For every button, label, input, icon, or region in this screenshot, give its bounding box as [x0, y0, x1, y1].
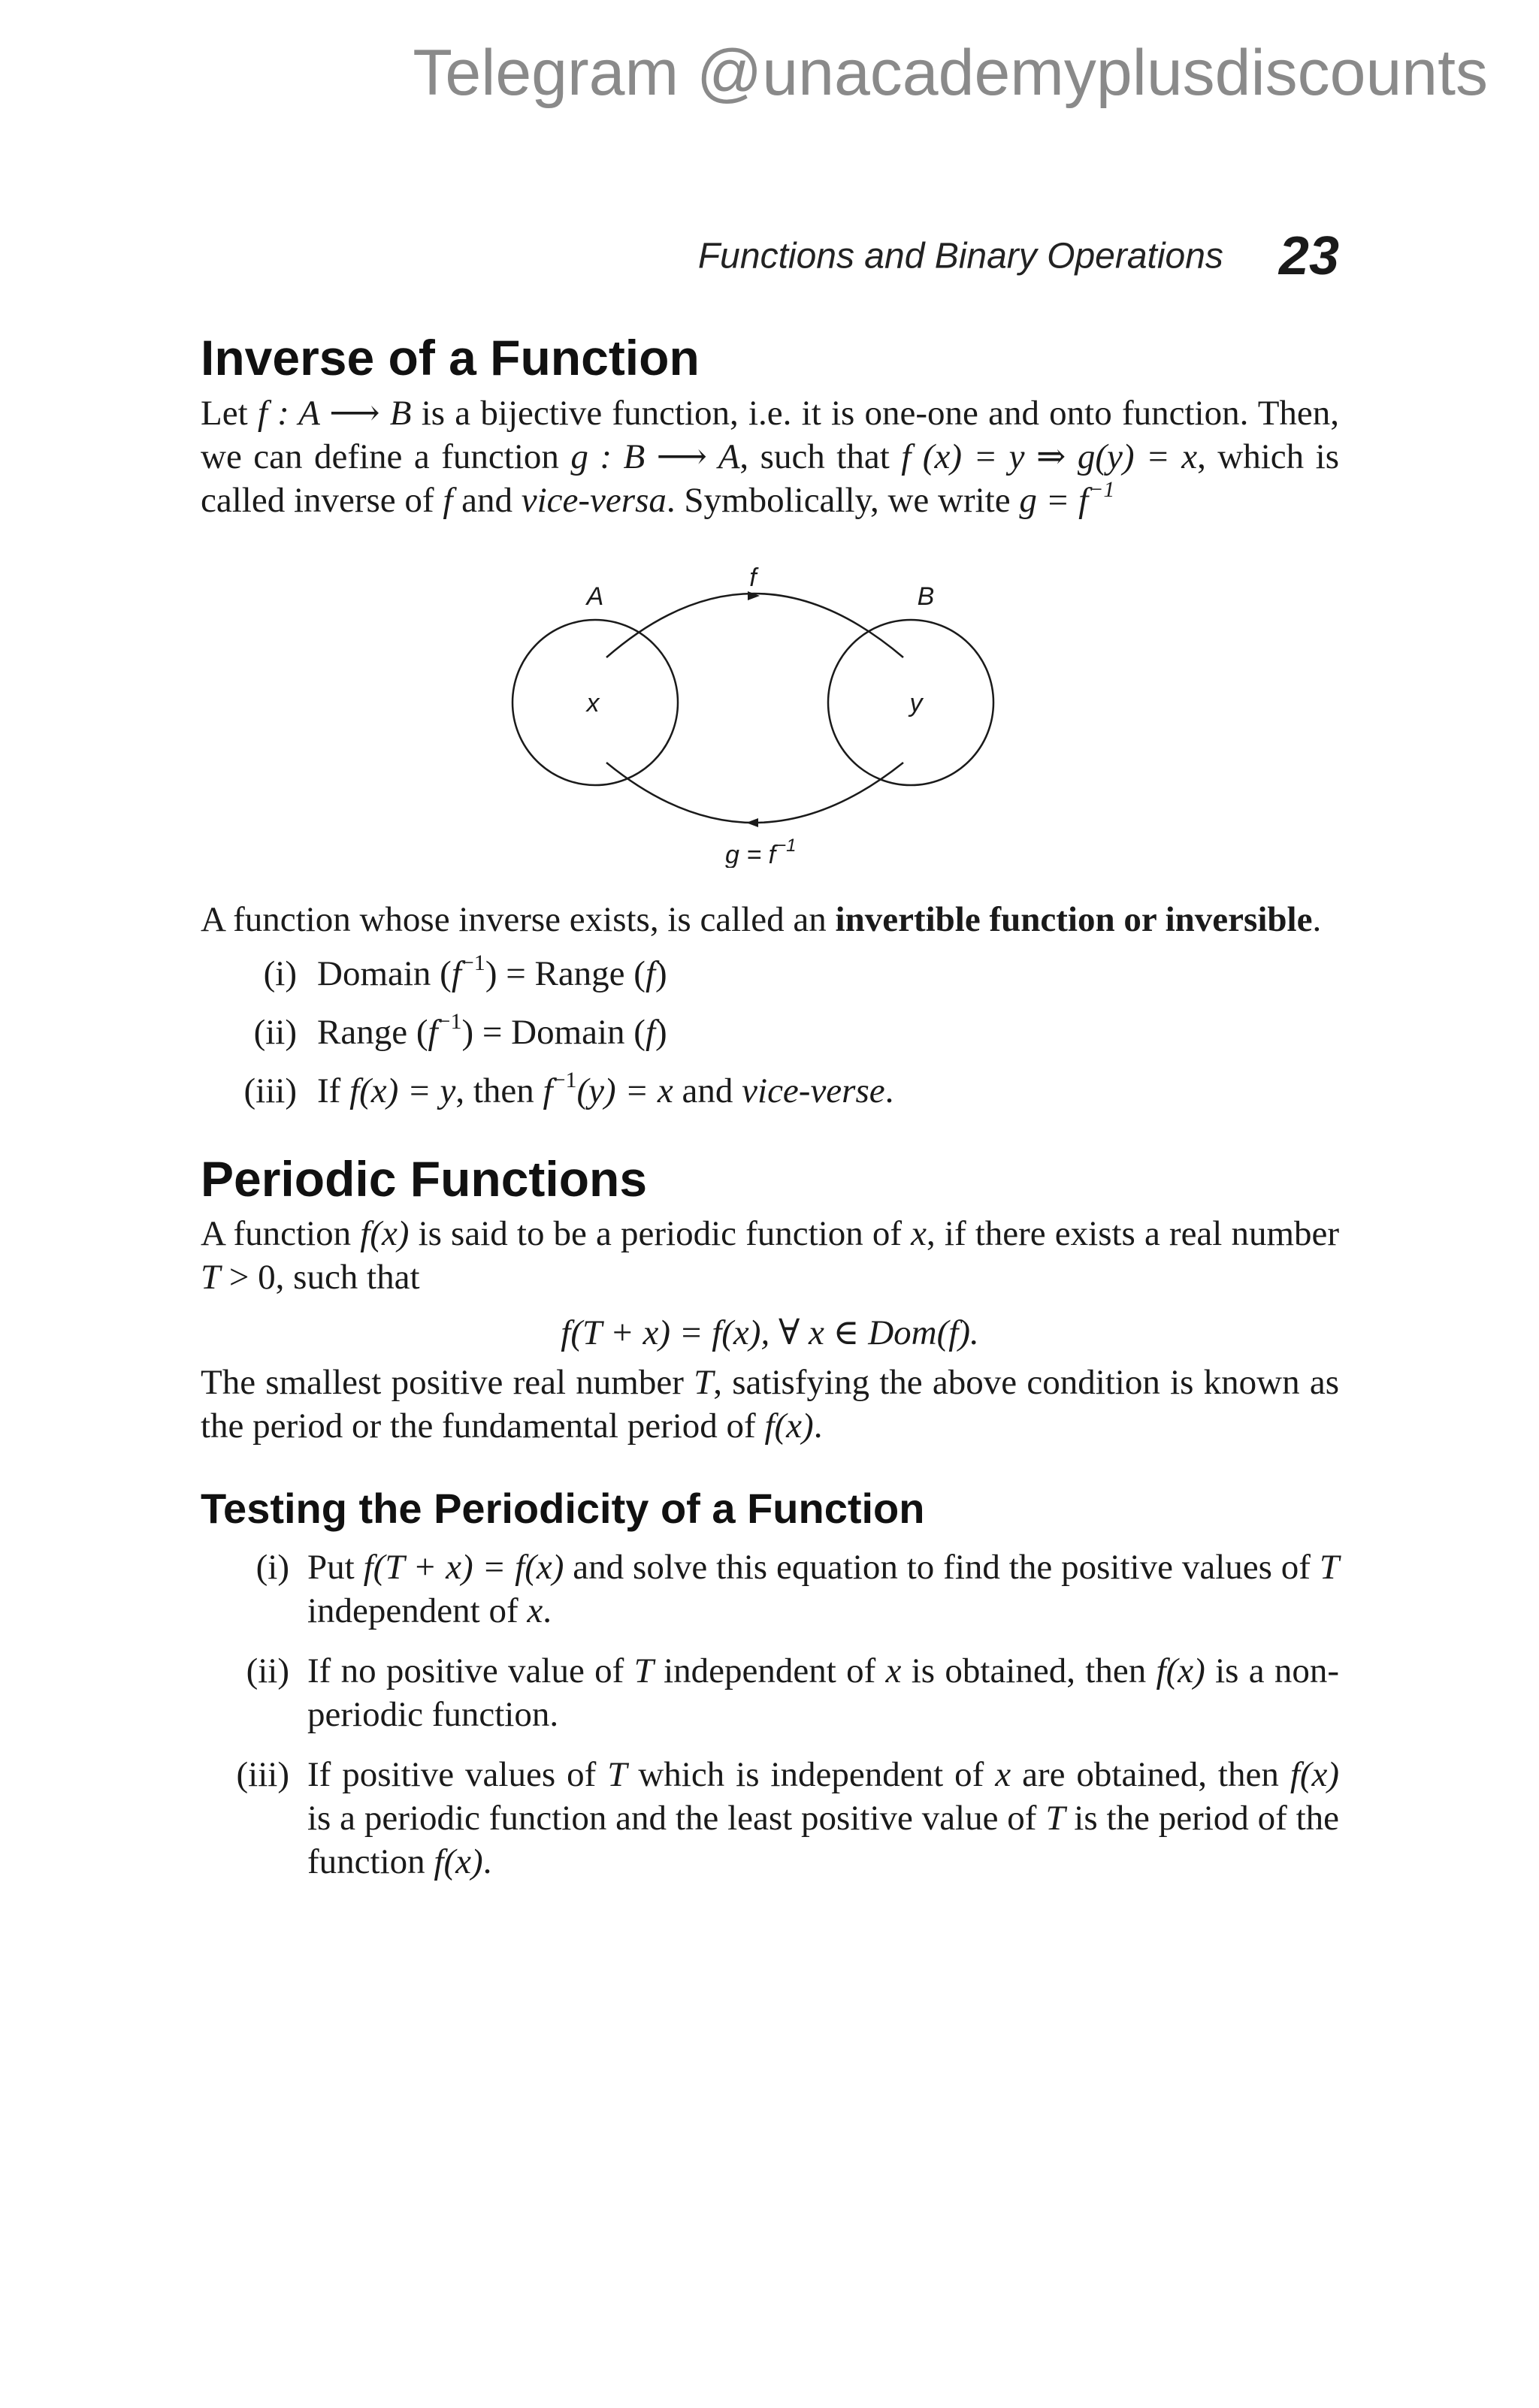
text: , such that	[739, 437, 890, 476]
text: .	[813, 1406, 823, 1446]
arrow-g	[606, 763, 903, 823]
text: A function whose inverse exists, is called an	[201, 899, 827, 939]
text: .	[482, 1842, 492, 1881]
math: (y) = x	[576, 1071, 673, 1110]
text: , then	[455, 1071, 534, 1110]
label-set-b: B	[917, 582, 935, 611]
text: is the period of the function	[307, 1798, 1340, 1881]
math-g-b-to-a: g : B ⟶ A	[570, 437, 740, 476]
text: ) = Domain (	[461, 1012, 646, 1052]
periodic-definition	[201, 1212, 1339, 1299]
text: The smallest positive real number	[201, 1363, 684, 1403]
math: f	[428, 1012, 438, 1052]
text: Domain (	[317, 953, 452, 993]
math: x	[885, 1651, 902, 1690]
math: f	[948, 1313, 959, 1353]
math: f(x)	[434, 1842, 483, 1881]
math: f(x)	[360, 1214, 410, 1254]
math: f	[543, 1071, 553, 1110]
math: f(T + x) = f(x), ∀ x ∈ Dom(	[561, 1313, 949, 1353]
text: is a non-periodic function.	[307, 1651, 1340, 1734]
list-number: (ii)	[246, 1651, 289, 1690]
label-g-equals-f-inverse	[725, 835, 796, 868]
text: )	[655, 1012, 667, 1052]
math: f(x)	[1290, 1754, 1340, 1794]
text: Let	[201, 393, 248, 433]
invertible-definition	[201, 898, 1339, 941]
label-g-text: g = f	[725, 840, 776, 868]
text: If no positive value of	[307, 1651, 624, 1690]
list-item	[201, 1753, 1339, 1884]
math: f(x)	[764, 1406, 814, 1446]
math: ).	[958, 1313, 979, 1353]
text: and	[461, 480, 513, 520]
math: T	[1319, 1547, 1340, 1587]
math: x	[995, 1754, 1011, 1794]
text: , which is called inverse of	[201, 437, 1340, 520]
list-item	[201, 952, 1339, 996]
list-number: (iii)	[236, 1754, 289, 1794]
math-g-equals-f-inverse	[1019, 476, 1115, 520]
text: > 0, such that	[228, 1258, 420, 1298]
function-inverse-diagram	[509, 560, 1027, 868]
math: T	[201, 1258, 221, 1298]
text: are obtained, then	[1022, 1754, 1279, 1794]
math-text: g = f	[1019, 480, 1089, 520]
text: is said to be a periodic function of	[418, 1214, 903, 1254]
list-number: (iii)	[243, 1071, 297, 1110]
text: is a bijective function, i.e. it is one-one and onto function. Then, we can define a function	[201, 393, 1340, 476]
superscript: −1	[1088, 476, 1115, 502]
bold-term: invertible function or inversible	[835, 899, 1313, 939]
arrow-f	[606, 594, 903, 657]
text: Put	[307, 1547, 355, 1587]
math: vice-verse	[742, 1071, 885, 1110]
heading-inverse-function: Inverse of a Function	[201, 330, 700, 385]
math: f(T + x) = f(x)	[363, 1547, 564, 1587]
label-f: f	[749, 563, 757, 592]
page-content	[201, 331, 1339, 1900]
text: independent of	[664, 1651, 876, 1690]
vice-versa: vice-versa	[521, 480, 667, 520]
text: .	[1312, 899, 1322, 939]
superscript: −1	[552, 1067, 577, 1092]
heading-testing-periodicity: Testing the Periodicity of a Function	[201, 1485, 925, 1533]
math: T	[1045, 1798, 1066, 1838]
superscript: −1	[437, 1008, 462, 1034]
superscript: −1	[461, 950, 485, 975]
text: , satisfying the above condition is known as the period or the fundamental period of	[201, 1363, 1340, 1446]
period-definition	[201, 1361, 1339, 1448]
text: is obtained, then	[911, 1651, 1147, 1690]
math: f(x)	[1156, 1651, 1205, 1690]
text: independent of	[307, 1591, 519, 1630]
math: T	[607, 1754, 627, 1794]
heading-periodic-functions: Periodic Functions	[201, 1150, 648, 1207]
label-set-a: A	[586, 582, 604, 611]
math-f: f	[443, 480, 453, 520]
arrow-g-head	[746, 818, 758, 827]
text: , if there exists a real number	[927, 1214, 1340, 1254]
math: x	[911, 1214, 927, 1254]
list-number: (i)	[255, 1547, 289, 1587]
label-g-superscript: −1	[776, 835, 797, 856]
watermark: Telegram @unacademyplusdiscounts	[413, 37, 1488, 109]
list-number: (i)	[263, 953, 297, 993]
math: x	[527, 1591, 543, 1630]
math-fx-implies-gy: f (x) = y ⇒ g(y) = x	[901, 437, 1198, 476]
text: ) = Range (	[485, 953, 646, 993]
text: is a periodic function and the least positive value of	[307, 1798, 1037, 1838]
math: f	[645, 953, 656, 993]
text: A function	[201, 1214, 352, 1254]
math-f-a-to-b: f : A ⟶ B	[257, 393, 412, 433]
list-number: (ii)	[253, 1012, 297, 1052]
label-x: x	[586, 688, 600, 718]
text: If positive values of	[307, 1754, 597, 1794]
running-head	[0, 225, 1339, 287]
math: T	[633, 1651, 654, 1690]
math: f(x) = y	[349, 1071, 456, 1110]
text: . Symbolically, we write	[666, 480, 1011, 520]
text: which is independent of	[638, 1754, 984, 1794]
list-item	[201, 1008, 1339, 1054]
inverse-definition-paragraph	[201, 391, 1339, 522]
list-item	[201, 1069, 1339, 1113]
running-head-title: Functions and Binary Operations	[697, 236, 1223, 276]
math: f	[451, 953, 461, 993]
text: .	[543, 1591, 552, 1630]
inverse-properties-list	[201, 952, 1339, 1113]
text: Range (	[317, 1012, 428, 1052]
list-item	[201, 1545, 1339, 1633]
math: T	[694, 1363, 714, 1403]
text: and	[682, 1071, 733, 1110]
label-y: y	[909, 688, 923, 718]
page-number: 23	[1278, 226, 1339, 286]
periodicity-test-list	[201, 1545, 1339, 1884]
list-item	[201, 1649, 1339, 1736]
text: If	[317, 1071, 341, 1110]
text: )	[655, 953, 667, 993]
text: .	[884, 1071, 894, 1110]
periodicity-formula	[201, 1311, 1339, 1355]
text: and solve this equation to find the positive values of	[573, 1547, 1311, 1587]
math: f	[645, 1012, 656, 1052]
